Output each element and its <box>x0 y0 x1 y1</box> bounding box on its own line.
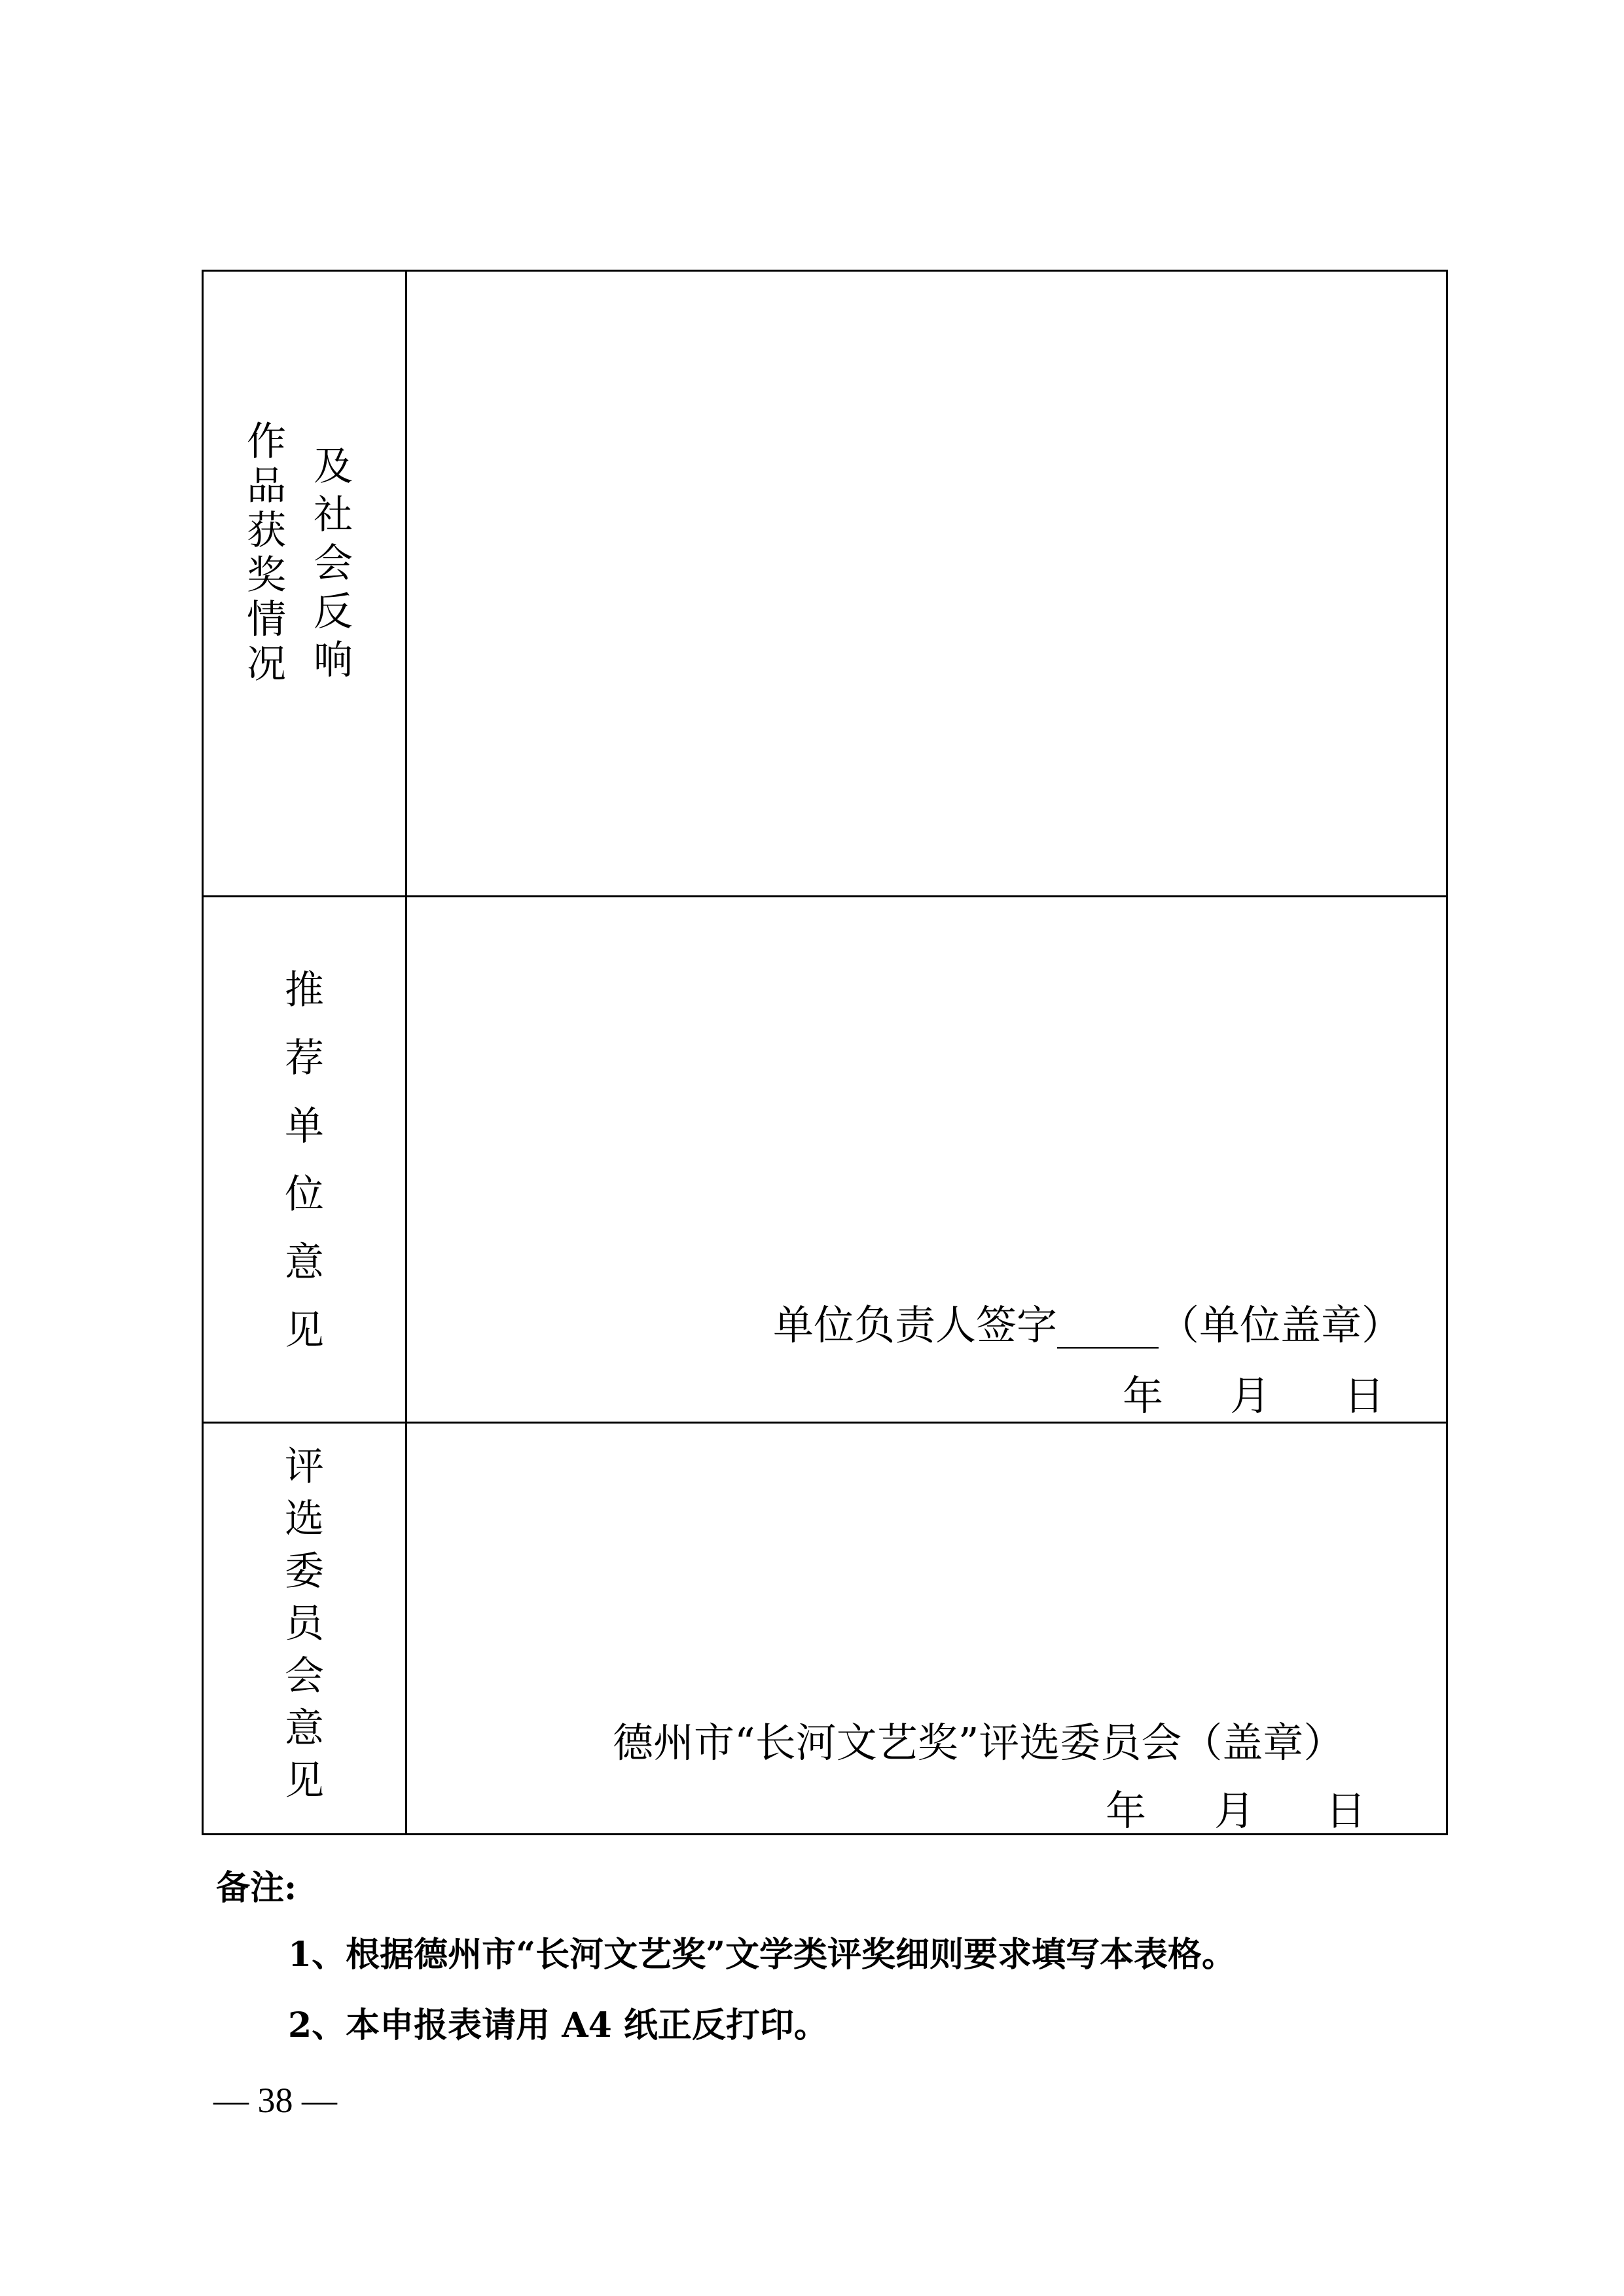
notes-title: 备注: <box>216 1868 297 1908</box>
row1-label-char: 社 <box>314 492 353 538</box>
row1-label-char: 及 <box>314 444 353 490</box>
row1-label-char: 品 <box>247 463 286 509</box>
row1-label-col2 <box>314 444 353 683</box>
row2-date-day: 日 <box>1344 1372 1385 1420</box>
row3-date-month: 月 <box>1214 1787 1255 1835</box>
row2-label-char: 单 <box>285 1103 324 1149</box>
row1-label-col1 <box>247 419 286 687</box>
row3-label-char: 意 <box>285 1706 324 1751</box>
row3-label <box>285 1444 324 1804</box>
note-item-1: 1、根据德州市“长河文艺奖”文学类评奖细则要求填写本表格。 <box>288 1935 1236 1975</box>
unit-signature-line: 单位负责人签字_____（单位盖章） <box>773 1301 1403 1349</box>
row3-date-year: 年 <box>1106 1787 1147 1835</box>
row3-label-char: 会 <box>285 1653 324 1699</box>
row1-label-char: 会 <box>314 541 353 586</box>
row2-date-month: 月 <box>1230 1372 1271 1420</box>
row3-label-char: 评 <box>285 1444 324 1490</box>
row1-label-char: 获 <box>247 508 286 554</box>
row1-label-char: 反 <box>314 589 353 635</box>
page-number: — 38 — <box>213 2081 337 2120</box>
row3-date-day: 日 <box>1326 1787 1367 1835</box>
row1-label-char: 奖 <box>247 552 286 598</box>
row2-label-char: 意 <box>285 1240 324 1285</box>
row-divider-2 <box>204 1422 1446 1424</box>
row2-date-year: 年 <box>1123 1372 1164 1420</box>
row3-label-char: 员 <box>285 1601 324 1647</box>
column-divider <box>405 272 407 1833</box>
row2-label <box>285 967 324 1354</box>
row1-label-char: 况 <box>247 641 286 687</box>
row-divider-1 <box>204 895 1446 897</box>
row2-label-char: 见 <box>285 1308 324 1354</box>
row2-label-char: 位 <box>285 1172 324 1217</box>
row2-label-char: 荐 <box>285 1035 324 1081</box>
row1-label-char: 作 <box>247 419 286 465</box>
note-item-2: 2、本申报表请用 A4 纸正反打印。 <box>288 2005 828 2045</box>
row1-label-char: 响 <box>314 637 353 683</box>
committee-seal-line: 德州市“长河文艺奖”评选委员会（盖章） <box>613 1719 1344 1767</box>
row3-label-char: 委 <box>285 1549 324 1594</box>
row1-label-char: 情 <box>247 597 286 643</box>
row3-label-char: 见 <box>285 1758 324 1804</box>
row3-label-char: 选 <box>285 1496 324 1542</box>
row2-label-char: 推 <box>285 967 324 1013</box>
application-form-table <box>202 270 1448 1835</box>
